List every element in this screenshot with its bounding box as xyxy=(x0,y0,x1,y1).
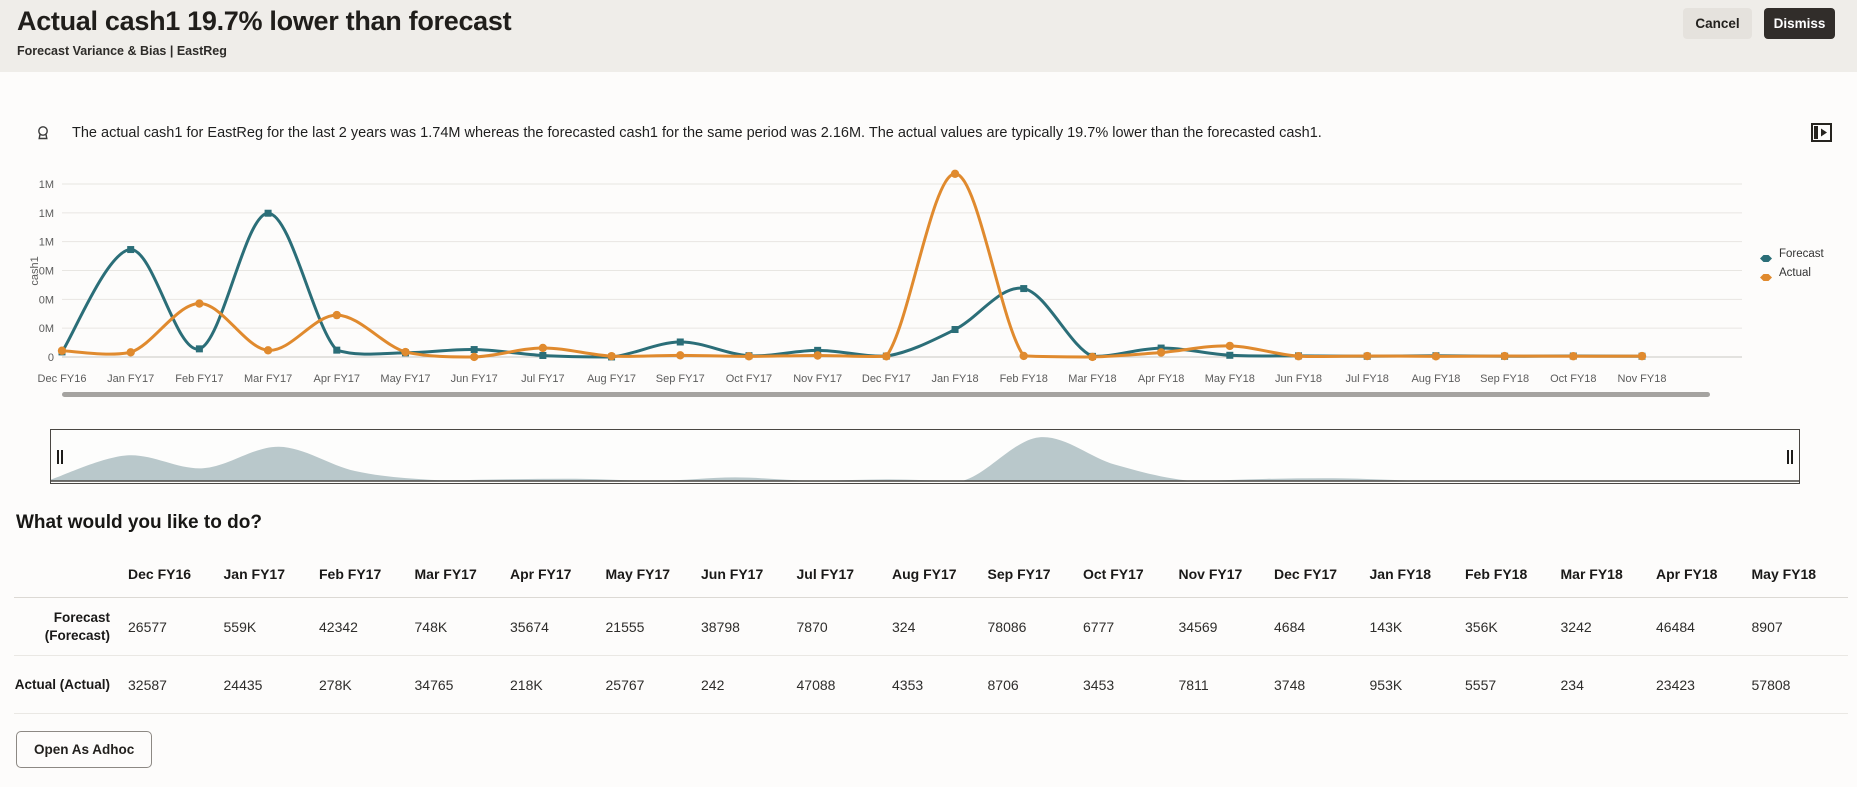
x-tick-label: Nov FY18 xyxy=(1617,373,1667,385)
legend-item-actual[interactable] xyxy=(1760,267,1824,279)
table-cell: 7811 xyxy=(1178,676,1209,693)
actual-point[interactable] xyxy=(951,170,959,178)
y-tick-label: 0M xyxy=(38,265,54,278)
table-cell: 8907 xyxy=(1751,618,1783,635)
table-cell: 4353 xyxy=(892,676,924,693)
table-cell: 324 xyxy=(892,618,916,635)
actual-point[interactable] xyxy=(1432,352,1440,360)
column-header: Jan FY17 xyxy=(223,566,285,582)
table-row xyxy=(14,598,1848,656)
table-cell: 218K xyxy=(510,676,543,693)
table-cell: 278K xyxy=(319,676,352,693)
header-bar xyxy=(0,0,1857,72)
forecast-swatch-icon xyxy=(1760,250,1772,259)
x-tick-label: Sep FY18 xyxy=(1480,373,1530,385)
actual-point[interactable] xyxy=(1088,353,1096,361)
x-tick-label: Nov FY17 xyxy=(793,373,843,385)
column-header: Dec FY16 xyxy=(128,566,192,582)
x-tick-label: Aug FY17 xyxy=(587,373,637,385)
x-tick-label: Apr FY17 xyxy=(313,373,361,385)
table-cell: 21555 xyxy=(605,618,645,635)
open-as-adhoc-button[interactable]: Open As Adhoc xyxy=(16,731,152,768)
row-label: Actual (Actual) xyxy=(14,676,110,692)
y-tick-label: 0 xyxy=(47,352,54,364)
actual-point[interactable] xyxy=(1569,352,1577,360)
table-cell: 23423 xyxy=(1656,676,1695,693)
x-tick-label: Jun FY17 xyxy=(450,373,498,385)
table-cell: 57808 xyxy=(1751,676,1791,693)
table-cell: 6777 xyxy=(1083,618,1115,635)
row-label: Forecast (Forecast) xyxy=(44,609,110,643)
actual-point[interactable] xyxy=(401,348,409,356)
forecast-point[interactable] xyxy=(1226,352,1233,359)
scrubber-overview-area xyxy=(51,430,1799,483)
actual-point[interactable] xyxy=(1363,352,1371,360)
forecast-point[interactable] xyxy=(677,338,684,345)
x-tick-label: Oct FY18 xyxy=(1550,373,1597,385)
column-header: Nov FY17 xyxy=(1178,566,1243,582)
actual-point[interactable] xyxy=(882,352,890,360)
forecast-point[interactable] xyxy=(265,210,272,217)
table-cell: 3748 xyxy=(1274,676,1306,693)
actual-point[interactable] xyxy=(676,351,684,359)
y-axis-title: cash1 xyxy=(29,256,41,286)
x-tick-label: Mar FY18 xyxy=(1068,373,1117,385)
table-cell: 748K xyxy=(414,618,448,635)
column-header: May FY18 xyxy=(1751,566,1817,582)
table-cell: 5557 xyxy=(1465,676,1497,693)
insight-icon xyxy=(35,125,51,141)
x-tick-label: Oct FY17 xyxy=(725,373,773,385)
y-tick-label: 0M xyxy=(38,323,54,336)
forecast-actual-table xyxy=(14,551,1848,714)
cancel-button[interactable]: Cancel xyxy=(1683,8,1752,39)
table-cell: 3453 xyxy=(1083,676,1115,693)
y-tick-label: 1M xyxy=(38,236,54,249)
table-cell: 8706 xyxy=(987,676,1019,693)
chart-canvas xyxy=(28,164,1744,404)
y-tick-label: 1M xyxy=(38,207,54,220)
forecast-actual-line-chart[interactable] xyxy=(28,164,1744,404)
column-header: Jan FY18 xyxy=(1369,566,1431,582)
column-header: Aug FY17 xyxy=(892,566,957,582)
table-cell: 46484 xyxy=(1656,618,1695,635)
chart-legend xyxy=(1760,248,1824,286)
table-cell: 356K xyxy=(1465,618,1498,635)
column-header: Mar FY17 xyxy=(414,566,477,582)
prompt-heading: What would you like to do? xyxy=(16,512,262,533)
column-header: Dec FY17 xyxy=(1274,566,1338,582)
table-cell: 26577 xyxy=(128,618,167,635)
forecast-point[interactable] xyxy=(471,346,478,353)
actual-point[interactable] xyxy=(1157,348,1165,356)
actual-point[interactable] xyxy=(813,351,821,359)
forecast-point[interactable] xyxy=(1020,285,1027,292)
table-cell: 143K xyxy=(1369,618,1403,635)
x-tick-label: Jul FY18 xyxy=(1345,373,1389,385)
actual-point[interactable] xyxy=(607,352,615,360)
page-subtitle: Forecast Variance & Bias | EastReg xyxy=(17,44,227,58)
x-tick-label: Feb FY17 xyxy=(175,373,224,385)
forecast-point[interactable] xyxy=(333,347,340,354)
x-tick-label: Aug FY18 xyxy=(1411,373,1461,385)
x-tick-label: Jun FY18 xyxy=(1274,373,1323,385)
x-tick-label: Mar FY17 xyxy=(243,373,293,385)
dismiss-button[interactable]: Dismiss xyxy=(1764,8,1835,39)
forecast-point[interactable] xyxy=(539,352,546,359)
table-header-row xyxy=(14,551,1848,598)
table-cell: 953K xyxy=(1369,676,1403,693)
column-header: Apr FY17 xyxy=(510,566,572,582)
column-header: Jul FY17 xyxy=(796,566,855,582)
scrubber-left-handle-icon[interactable] xyxy=(57,450,63,464)
column-header: Apr FY18 xyxy=(1656,566,1718,582)
table-cell: 3242 xyxy=(1560,618,1592,635)
x-tick-label: Jan FY18 xyxy=(931,373,979,385)
table-cell: 24435 xyxy=(223,676,263,693)
x-tick-label: Dec FY17 xyxy=(861,373,911,385)
table-cell: 34765 xyxy=(414,676,454,693)
legend-label-actual: Actual xyxy=(1779,267,1811,279)
actual-point[interactable] xyxy=(195,299,203,307)
table-cell: 42342 xyxy=(319,618,358,635)
x-tick-label: Sep FY17 xyxy=(655,373,705,385)
y-tick-label: 0M xyxy=(38,294,54,307)
actual-point[interactable] xyxy=(1638,352,1646,360)
forecast-point[interactable] xyxy=(127,246,134,253)
column-header: Sep FY17 xyxy=(987,566,1051,582)
table-cell: 234 xyxy=(1560,676,1584,693)
forecast-point[interactable] xyxy=(952,326,959,333)
forecast-point[interactable] xyxy=(196,345,203,352)
scrubber-right-handle-icon[interactable] xyxy=(1787,450,1793,464)
x-tick-label: Jan FY17 xyxy=(107,373,155,385)
actual-point[interactable] xyxy=(58,347,66,355)
table-cell: 35674 xyxy=(510,618,549,635)
table-cell: 47088 xyxy=(796,676,836,693)
actual-swatch-icon xyxy=(1760,269,1772,278)
page-title: Actual cash1 19.7% lower than forecast xyxy=(17,6,512,36)
legend-item-forecast[interactable] xyxy=(1760,248,1824,260)
actual-point[interactable] xyxy=(333,311,341,319)
column-header: Jun FY17 xyxy=(701,566,764,582)
actual-point[interactable] xyxy=(539,344,547,352)
table-cell: 34569 xyxy=(1178,618,1218,635)
actual-point[interactable] xyxy=(1226,342,1234,350)
actual-point[interactable] xyxy=(1020,352,1028,360)
y-tick-label: 1M xyxy=(38,179,54,191)
column-header: Feb FY17 xyxy=(319,566,382,582)
table-cell: 78086 xyxy=(987,618,1027,635)
actual-point[interactable] xyxy=(470,353,478,361)
actual-point[interactable] xyxy=(745,352,753,360)
x-tick-label: May FY18 xyxy=(1204,373,1255,385)
chart-horizontal-scrollbar[interactable] xyxy=(62,392,1710,397)
table-cell: 7870 xyxy=(796,618,828,635)
table-cell: 242 xyxy=(701,676,725,693)
table-cell: 32587 xyxy=(128,676,167,693)
column-header: Feb FY18 xyxy=(1465,566,1528,582)
x-tick-label: Apr FY18 xyxy=(1137,373,1185,385)
time-range-scrubber[interactable] xyxy=(50,429,1800,484)
legend-label-forecast: Forecast xyxy=(1779,248,1824,260)
table-cell: 4684 xyxy=(1274,618,1306,635)
x-tick-label: Dec FY16 xyxy=(37,373,87,385)
table-cell: 38798 xyxy=(701,618,740,635)
table-row xyxy=(14,656,1848,714)
actual-point[interactable] xyxy=(1294,352,1302,360)
x-tick-label: Feb FY18 xyxy=(999,373,1048,385)
column-header: Oct FY17 xyxy=(1083,566,1144,582)
x-tick-label: Jul FY17 xyxy=(521,373,565,385)
x-tick-label: May FY17 xyxy=(380,373,431,385)
column-header: Mar FY18 xyxy=(1560,566,1623,582)
expand-panel-icon[interactable] xyxy=(1811,123,1833,143)
narrative-text: The actual cash1 for EastReg for the last 2 years was 1.74M whereas the forecasted cash1 for the same period was 2.16M. The actual values are typically 19.7% lower than the forecasted cash1. xyxy=(72,125,1322,141)
table-cell: 559K xyxy=(223,618,257,635)
actual-point[interactable] xyxy=(126,348,134,356)
column-header: May FY17 xyxy=(605,566,671,582)
actual-point[interactable] xyxy=(1500,352,1508,360)
actual-point[interactable] xyxy=(264,346,272,354)
table-cell: 25767 xyxy=(605,676,645,693)
